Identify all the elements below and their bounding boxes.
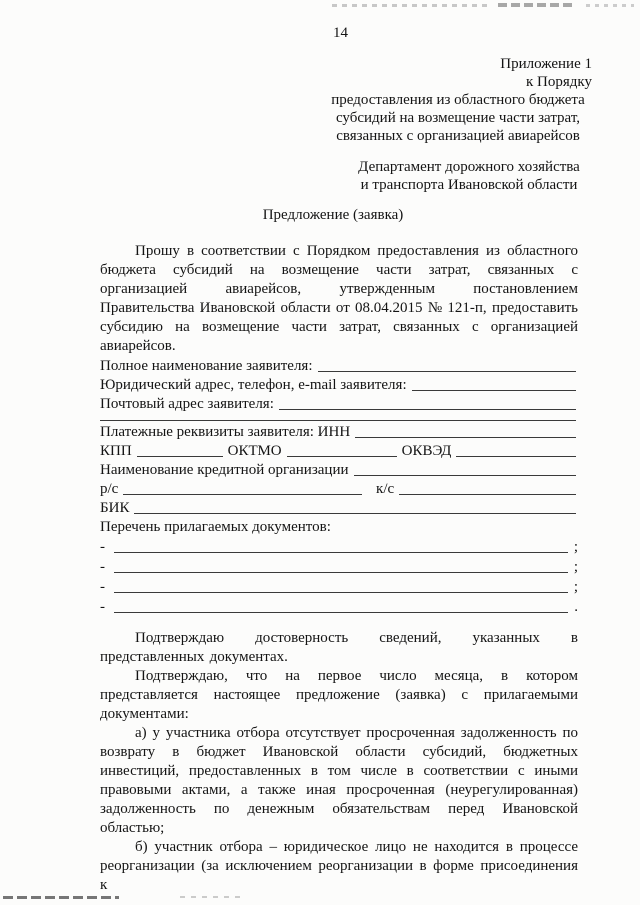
list-dash: - xyxy=(100,559,105,575)
attachment-item-row xyxy=(100,536,578,556)
list-punctuation: ; xyxy=(573,539,578,555)
settlement-account-label: р/с xyxy=(100,481,119,497)
correspondent-account-label: к/с xyxy=(376,481,395,497)
statement-paragraph-confirmation: Подтверждаю, что на первое число месяца, в котором представляется настоящее предложение (заявка) с прилагаемыми документами: xyxy=(100,668,578,722)
full-name-row xyxy=(100,356,578,375)
appendix-line: связанных с организацией авиарейсов xyxy=(336,128,580,144)
credit-org-input-line xyxy=(354,475,577,476)
scan-artifact-top-dark xyxy=(498,3,574,7)
attachments-title-row xyxy=(100,517,578,536)
bik-row xyxy=(100,498,578,517)
bik-input-line xyxy=(134,513,576,514)
appendix-line: к Порядку xyxy=(526,74,592,90)
payment-inn-row xyxy=(100,422,578,441)
postal-address-continuation-line xyxy=(100,420,576,421)
payment-inn-label: Платежные реквизиты заявителя: ИНН xyxy=(100,424,351,440)
attachment-item-row xyxy=(100,556,578,576)
oktmo-input-line xyxy=(287,456,397,457)
scan-artifact-top-right xyxy=(586,4,634,7)
statement-paragraph-b: б) участник отбора – юридическое лицо не находится в процессе реорганизации (за исключением реорганизации в форме присоединения к xyxy=(100,839,578,893)
bik-label: БИК xyxy=(100,500,130,516)
form-section xyxy=(100,356,578,616)
appendix-line: субсидий на возмещение части затрат, xyxy=(335,110,581,126)
postal-address-row xyxy=(100,394,578,413)
legal-address-input-line xyxy=(412,390,576,391)
legal-address-label: Юридический адрес, телефон, e-mail заявителя: xyxy=(100,377,407,393)
scan-artifact-top xyxy=(332,4,490,7)
correspondent-account-input-line xyxy=(399,494,576,495)
attachment-input-line xyxy=(114,572,568,573)
okved-label: ОКВЭД xyxy=(401,443,452,459)
attachment-input-line xyxy=(114,612,568,613)
statement-paragraph-a: а) у участника отбора отсутствует просроченная задолженность по возврату в бюджет Ивановской области субсидий, бюджетных инвестиций, предоставленных в том числе в соответствии с иными правовыми актами, а также иная просроченная (неурегулированная) задолженность по денежным обязательствам перед Ивановской областью; xyxy=(100,725,578,836)
document-title: Предложение (заявка) xyxy=(262,207,404,223)
attachments-title: Перечень прилагаемых документов: xyxy=(100,519,331,535)
statements-section xyxy=(0,629,640,895)
attachment-input-line xyxy=(114,592,568,593)
credit-org-label: Наименование кредитной организации xyxy=(100,462,349,478)
oktmo-label: ОКТМО xyxy=(227,443,282,459)
kpp-label: КПП xyxy=(100,443,132,459)
postal-address-continuation-row xyxy=(100,413,578,422)
inn-input-line xyxy=(355,437,576,438)
accounts-row xyxy=(100,479,578,498)
postal-address-input-line xyxy=(279,409,576,410)
scan-artifact-bottom-faint xyxy=(180,896,246,898)
attachment-item-row xyxy=(100,576,578,596)
attachment-item-row xyxy=(100,596,578,616)
attachment-input-line xyxy=(114,552,568,553)
okved-input-line xyxy=(456,456,576,457)
postal-address-label: Почтовый адрес заявителя: xyxy=(100,396,274,412)
appendix-line: Приложение 1 xyxy=(500,56,592,72)
page-number: 14 xyxy=(333,25,348,41)
department-block xyxy=(348,158,590,194)
appendix-line: предоставления из областного бюджета xyxy=(331,92,585,108)
list-punctuation: ; xyxy=(573,559,578,575)
list-punctuation: . xyxy=(574,599,578,615)
list-dash: - xyxy=(100,599,105,615)
list-punctuation: ; xyxy=(573,579,578,595)
settlement-account-input-line xyxy=(123,494,362,495)
full-name-label: Полное наименование заявителя: xyxy=(100,358,313,374)
department-line: Департамент дорожного хозяйства xyxy=(358,159,580,175)
kpp-oktmo-okved-row xyxy=(100,441,578,460)
intro-paragraph: Прошу в соответствии с Порядком предоставления из областного бюджета субсидий на возмещение части затрат, связанных с организацией авиарейсов, утвержденным постановлением Правительства Ивановской области от 08.04.2015 № 121-п, предоставить субсидию на возмещение части затрат, связанных с организацией авиарейсов. xyxy=(100,243,578,354)
list-dash: - xyxy=(100,539,105,555)
appendix-block xyxy=(324,55,592,145)
kpp-input-line xyxy=(137,456,223,457)
statement-paragraph-accuracy: Подтверждаю достоверность сведений, указанных в представленных документах. xyxy=(100,630,578,665)
credit-org-row xyxy=(100,460,578,479)
list-dash: - xyxy=(100,579,105,595)
legal-address-row xyxy=(100,375,578,394)
scan-artifact-bottom xyxy=(3,896,119,899)
department-line: и транспорта Ивановской области xyxy=(360,177,578,193)
full-name-input-line xyxy=(318,371,577,372)
